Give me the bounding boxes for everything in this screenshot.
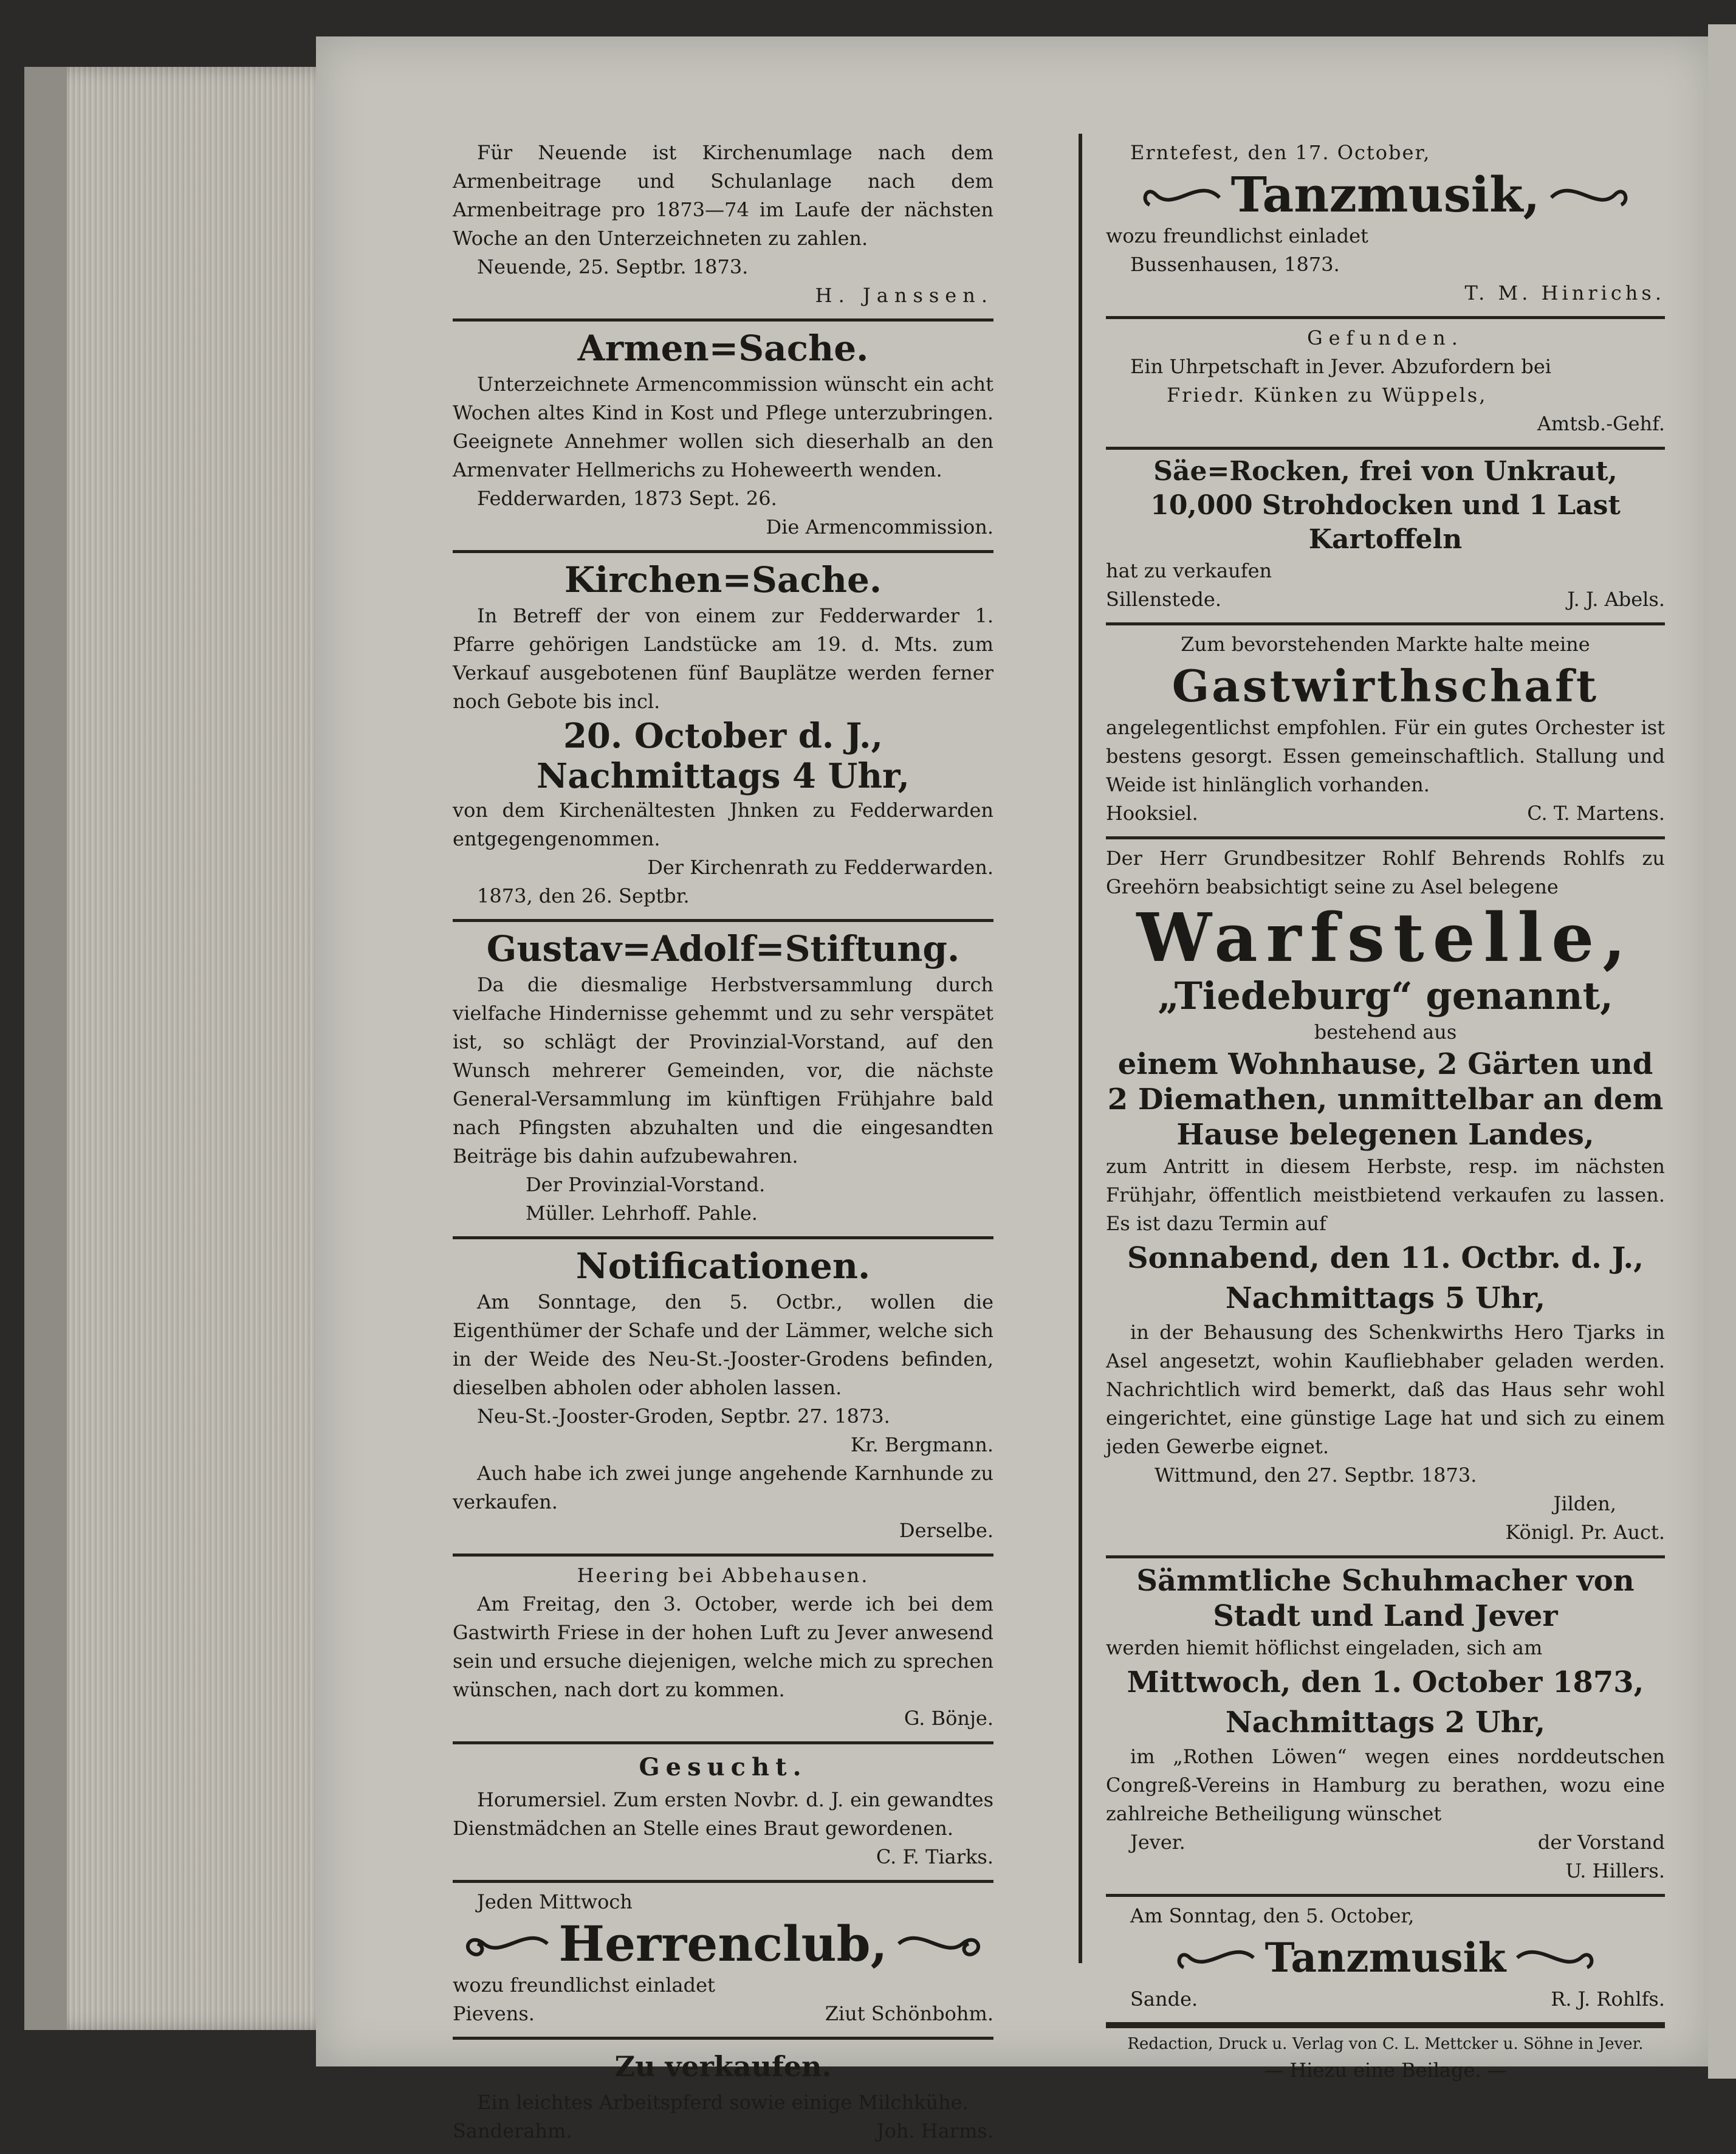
column-divider xyxy=(1079,134,1082,1963)
ad-date-highlight: Mittwoch, den 1. October 1873, xyxy=(1127,1665,1644,1699)
ad-footer xyxy=(1106,1985,1665,2014)
ad-signature: Der Provinzial-Vorstand. xyxy=(526,1173,766,1196)
ad-signature: C. F. Tiarks. xyxy=(876,1845,993,1868)
ad-date-highlight: Sonnabend, den 11. Octbr. d. J., xyxy=(1127,1241,1644,1275)
ad-time-highlight: Nachmittags 2 Uhr, xyxy=(1225,1705,1546,1739)
ad-signature: G. Bönje. xyxy=(904,1707,993,1730)
ad-signature: Joh. Harms. xyxy=(876,2119,993,2142)
ad-heering xyxy=(453,1557,993,1744)
ad-sae-rocken xyxy=(1106,450,1665,625)
ad-warfstelle xyxy=(1106,839,1665,1558)
ad-body: Horumersiel. Zum ersten Novbr. d. J. ein gewandtes Dienstmädchen an Stelle eines Braut gewordenen. xyxy=(453,1788,993,1840)
ad-title: Warfstelle, xyxy=(1136,898,1635,977)
ad-footer xyxy=(1106,1828,1665,1857)
ad-notificationen xyxy=(453,1239,993,1557)
ad-headline: Säe=Rocken, frei von Unkraut, 10,000 Strohdocken und 1 Last Kartoffeln xyxy=(1150,456,1621,555)
ad-title: Notificationen. xyxy=(575,1245,871,1287)
ad-intro: Zum bevorstehenden Markte halte meine xyxy=(1181,633,1590,656)
ad-headline: einem Wohnhause, 2 Gärten und 2 Diemathen, unmittelbar an dem Hause belegenen Landes, xyxy=(1107,1047,1664,1152)
ad-place: Pievens. xyxy=(453,2002,535,2025)
ad-body-continued: von dem Kirchenältesten Jhnken zu Fedderwarden entgegengenommen. xyxy=(453,799,993,850)
flourish-right-icon xyxy=(896,1922,987,1965)
ad-time-highlight: Nachmittags 4 Uhr, xyxy=(537,756,910,796)
ad-kirchen-sache xyxy=(453,553,993,922)
ad-signature: der Vorstand xyxy=(1537,1831,1665,1854)
ad-place: Jever. xyxy=(1130,1831,1185,1854)
ad-herrenclub xyxy=(453,1883,993,2040)
ad-body: Ein Uhrpetschaft in Jever. Abzufordern bei xyxy=(1130,355,1551,378)
ad-title: Gastwirthschaft xyxy=(1172,660,1599,712)
ad-neuende-kirchenumlage xyxy=(453,134,993,322)
ad-erntefest-tanzmusik xyxy=(1106,134,1665,319)
ad-signature: Der Kirchenrath zu Fedderwarden. xyxy=(647,856,993,879)
ad-title: Tanzmusik xyxy=(1264,1934,1506,1981)
flourish-right-icon xyxy=(1514,1939,1599,1976)
ad-date: Neuende, 25. Septbr. 1873. xyxy=(477,255,749,278)
ad-signature: H. Janssen. xyxy=(815,284,993,307)
ad-title: Armen=Sache. xyxy=(577,328,869,369)
ad-title: Herrenclub, xyxy=(558,1915,888,1972)
ad-signature-title: Königl. Pr. Auct. xyxy=(1505,1521,1665,1544)
ad-title-row xyxy=(453,1916,993,1971)
ad-date: Neu-St.-Jooster-Groden, Septbr. 27. 1873. xyxy=(477,1405,890,1428)
ad-body: zum Antritt in diesem Herbste, resp. im nächsten Frühjahr, öffentlich meistbietend verkaufen zu lassen. Es ist dazu Termin auf xyxy=(1106,1155,1665,1235)
ad-sonntag-tanzmusik xyxy=(1106,1897,1665,2025)
ad-footer xyxy=(453,2117,993,2145)
left-column xyxy=(453,134,993,2154)
ad-signature-name: U. Hillers. xyxy=(1565,1859,1665,1882)
ad-body: angelegentlichst empfohlen. Für ein gutes Orchester ist bestens gesorgt. Essen gemeinschaftlich. Stallung und Weide ist hinlänglich vorhanden. xyxy=(1106,716,1665,796)
ad-intro: Der Herr Grundbesitzer Rohlf Behrends Rohlfs zu Greehörn beabsichtigt seine zu Asel belegene xyxy=(1106,847,1665,898)
ad-title: Zu verkaufen. xyxy=(614,2050,832,2083)
ad-headline: Sämmtliche Schuhmacher von Stadt und Land Jever xyxy=(1136,1564,1635,1633)
ad-signature: C. T. Martens. xyxy=(1527,802,1665,825)
ad-title: Gesucht. xyxy=(639,1753,808,1781)
ad-schuhmacher xyxy=(1106,1558,1665,1897)
ad-signature: Die Armencommission. xyxy=(766,515,993,538)
ad-place: Sillenstede. xyxy=(1106,588,1221,611)
ad-signature-names: Müller. Lehrhoff. Pahle. xyxy=(526,1202,758,1225)
ad-title-row xyxy=(1106,167,1665,222)
imprint: Redaction, Druck u. Verlag von C. L. Mettcker u. Söhne in Jever. xyxy=(1127,2035,1644,2053)
ad-signature: J. J. Abels. xyxy=(1567,588,1665,611)
ad-body: werden hiemit höflichst eingeladen, sich am xyxy=(1106,1636,1543,1659)
flourish-left-icon xyxy=(1172,1939,1257,1976)
ad-body: Am Sonntage, den 5. Octbr., wollen die Eigenthümer der Schafe und der Lämmer, welche sich in der Weide des Neu-St.-Jooster-Grodens befinden, dieselben abholen oder abholen lassen. xyxy=(453,1290,993,1399)
ad-date: Wittmund, den 27. Septbr. 1873. xyxy=(1154,1464,1477,1487)
ad-place: Sande. xyxy=(1130,1987,1198,2011)
ad-armen-sache xyxy=(453,322,993,553)
ad-title: Tanzmusik, xyxy=(1230,166,1540,223)
ad-intro: Erntefest, den 17. October, xyxy=(1130,141,1431,164)
ad-gesucht xyxy=(453,1744,993,1883)
ad-body: Da die diesmalige Herbstversammlung durch vielfache Hindernisse gehemmt und zu sehr verspätet ist, so schlägt der Provinzial-Vorstand, auf den Wunsch mehrerer Gemeinden, vor, die nächste General-Versammlung im künftigen Frühjahre bald nach Pfingsten abzuhalten und die eingesandten Beiträge bis dahin aufzubewahren. xyxy=(453,973,993,1168)
ad-body: hat zu verkaufen xyxy=(1106,559,1272,582)
supplement-note: — Hiezu eine Beilage. — xyxy=(1264,2059,1507,2082)
next-page-edge xyxy=(1708,24,1736,2079)
ad-footer xyxy=(1106,585,1665,614)
flourish-left-icon xyxy=(459,1922,551,1965)
ad-footer xyxy=(1106,799,1665,828)
ad-body: Für Neuende ist Kirchenumlage nach dem Armenbeitrage und Schulanlage nach dem Armenbeitrage pro 1873—74 im Laufe der nächsten Woche an den Unterzeichneten zu zahlen. xyxy=(453,141,993,250)
ad-body: Am Freitag, den 3. October, werde ich bei dem Gastwirth Friese in der hohen Luft zu Jever anwesend sein und ersuche diejenigen, welche mich zu sprechen wünschen, nach dort zu kommen. xyxy=(453,1592,993,1701)
ad-gefunden xyxy=(1106,319,1665,450)
ad-subtitle: „Tiedeburg“ genannt, xyxy=(1158,974,1613,1018)
ad-name: Friedr. Künken zu Wüppels, xyxy=(1167,384,1487,407)
flourish-left-icon xyxy=(1137,173,1223,216)
ad-signature: Ziut Schönbohm. xyxy=(825,2002,993,2025)
ad-body-second: Auch habe ich zwei junge angehende Karnhunde zu verkaufen. xyxy=(453,1462,993,1513)
ad-body: Unterzeichnete Armencommission wünscht ein acht Wochen altes Kind in Kost und Pflege unterzubringen. Geeignete Annehmer wollen sich dieserhalb an den Armenvater Hellmerichs zu Hoheweerth wenden. xyxy=(453,373,993,481)
imprint-block xyxy=(1106,2025,1665,2085)
flourish-right-icon xyxy=(1548,173,1633,216)
ad-body: wozu freundlichst einladet xyxy=(1106,224,1368,247)
ad-place: Hooksiel. xyxy=(1106,802,1198,825)
ad-zu-verkaufen xyxy=(453,2040,993,2154)
ad-title: Heering bei Abbehausen. xyxy=(577,1564,870,1587)
ad-title-row xyxy=(1106,1930,1665,1985)
ad-signature-second: Derselbe. xyxy=(899,1519,993,1542)
ad-date: 1873, den 26. Septbr. xyxy=(477,884,690,907)
right-column xyxy=(1106,134,1665,2085)
ad-date: Bussenhausen, 1873. xyxy=(1130,253,1340,276)
ad-gustav-adolf-stiftung xyxy=(453,922,993,1239)
ad-place: Sanderahm. xyxy=(453,2119,572,2142)
ad-title: Gustav=Adolf=Stiftung. xyxy=(486,928,960,969)
ad-signature: T. M. Hinrichs. xyxy=(1464,281,1665,305)
ad-body: Ein leichtes Arbeitspferd sowie einige Milchkühe. xyxy=(477,2091,969,2114)
ad-intro: Am Sonntag, den 5. October, xyxy=(1130,1904,1415,1927)
ad-time-highlight: Nachmittags 5 Uhr, xyxy=(1225,1281,1546,1315)
ad-signature: Kr. Bergmann. xyxy=(850,1433,993,1456)
ad-footer xyxy=(453,2000,993,2028)
ad-signature: Amtsb.-Gehf. xyxy=(1537,412,1665,435)
ad-title: Gefunden. xyxy=(1307,326,1464,349)
ad-signature: Jilden, xyxy=(1553,1492,1616,1515)
ad-date: Fedderwarden, 1873 Sept. 26. xyxy=(477,487,777,510)
ad-line: bestehend aus xyxy=(1314,1020,1457,1044)
ad-body-continued: im „Rothen Löwen“ wegen eines norddeutschen Congreß-Vereins in Hamburg zu berathen, wozu eine zahlreiche Betheiligung wünschet xyxy=(1106,1745,1665,1825)
ad-date-highlight: 20. October d. J., xyxy=(563,716,883,756)
ad-body-continued: in der Behausung des Schenkwirths Hero Tjarks in Asel angesetzt, wohin Kaufliebhaber geladen werden. Nachrichtlich wird bemerkt, daß das Haus sehr wohl eingerichtet, eine günstige Lage hat und sich zu einem jeden Gewerbe eignet. xyxy=(1106,1321,1665,1458)
book-page-edges xyxy=(24,67,359,2030)
ad-intro: Jeden Mittwoch xyxy=(477,1890,633,1913)
ad-gastwirthschaft xyxy=(1106,625,1665,839)
ad-signature: R. J. Rohlfs. xyxy=(1551,1987,1665,2011)
ad-body: wozu freundlichst einladet xyxy=(453,1973,715,1997)
ad-title: Kirchen=Sache. xyxy=(564,559,882,600)
ad-body: In Betreff der von einem zur Fedderwarder 1. Pfarre gehörigen Landstücke am 19. d. Mts. zum Verkauf ausgebotenen fünf Bauplätze werden ferner noch Gebote bis incl. xyxy=(453,604,993,713)
